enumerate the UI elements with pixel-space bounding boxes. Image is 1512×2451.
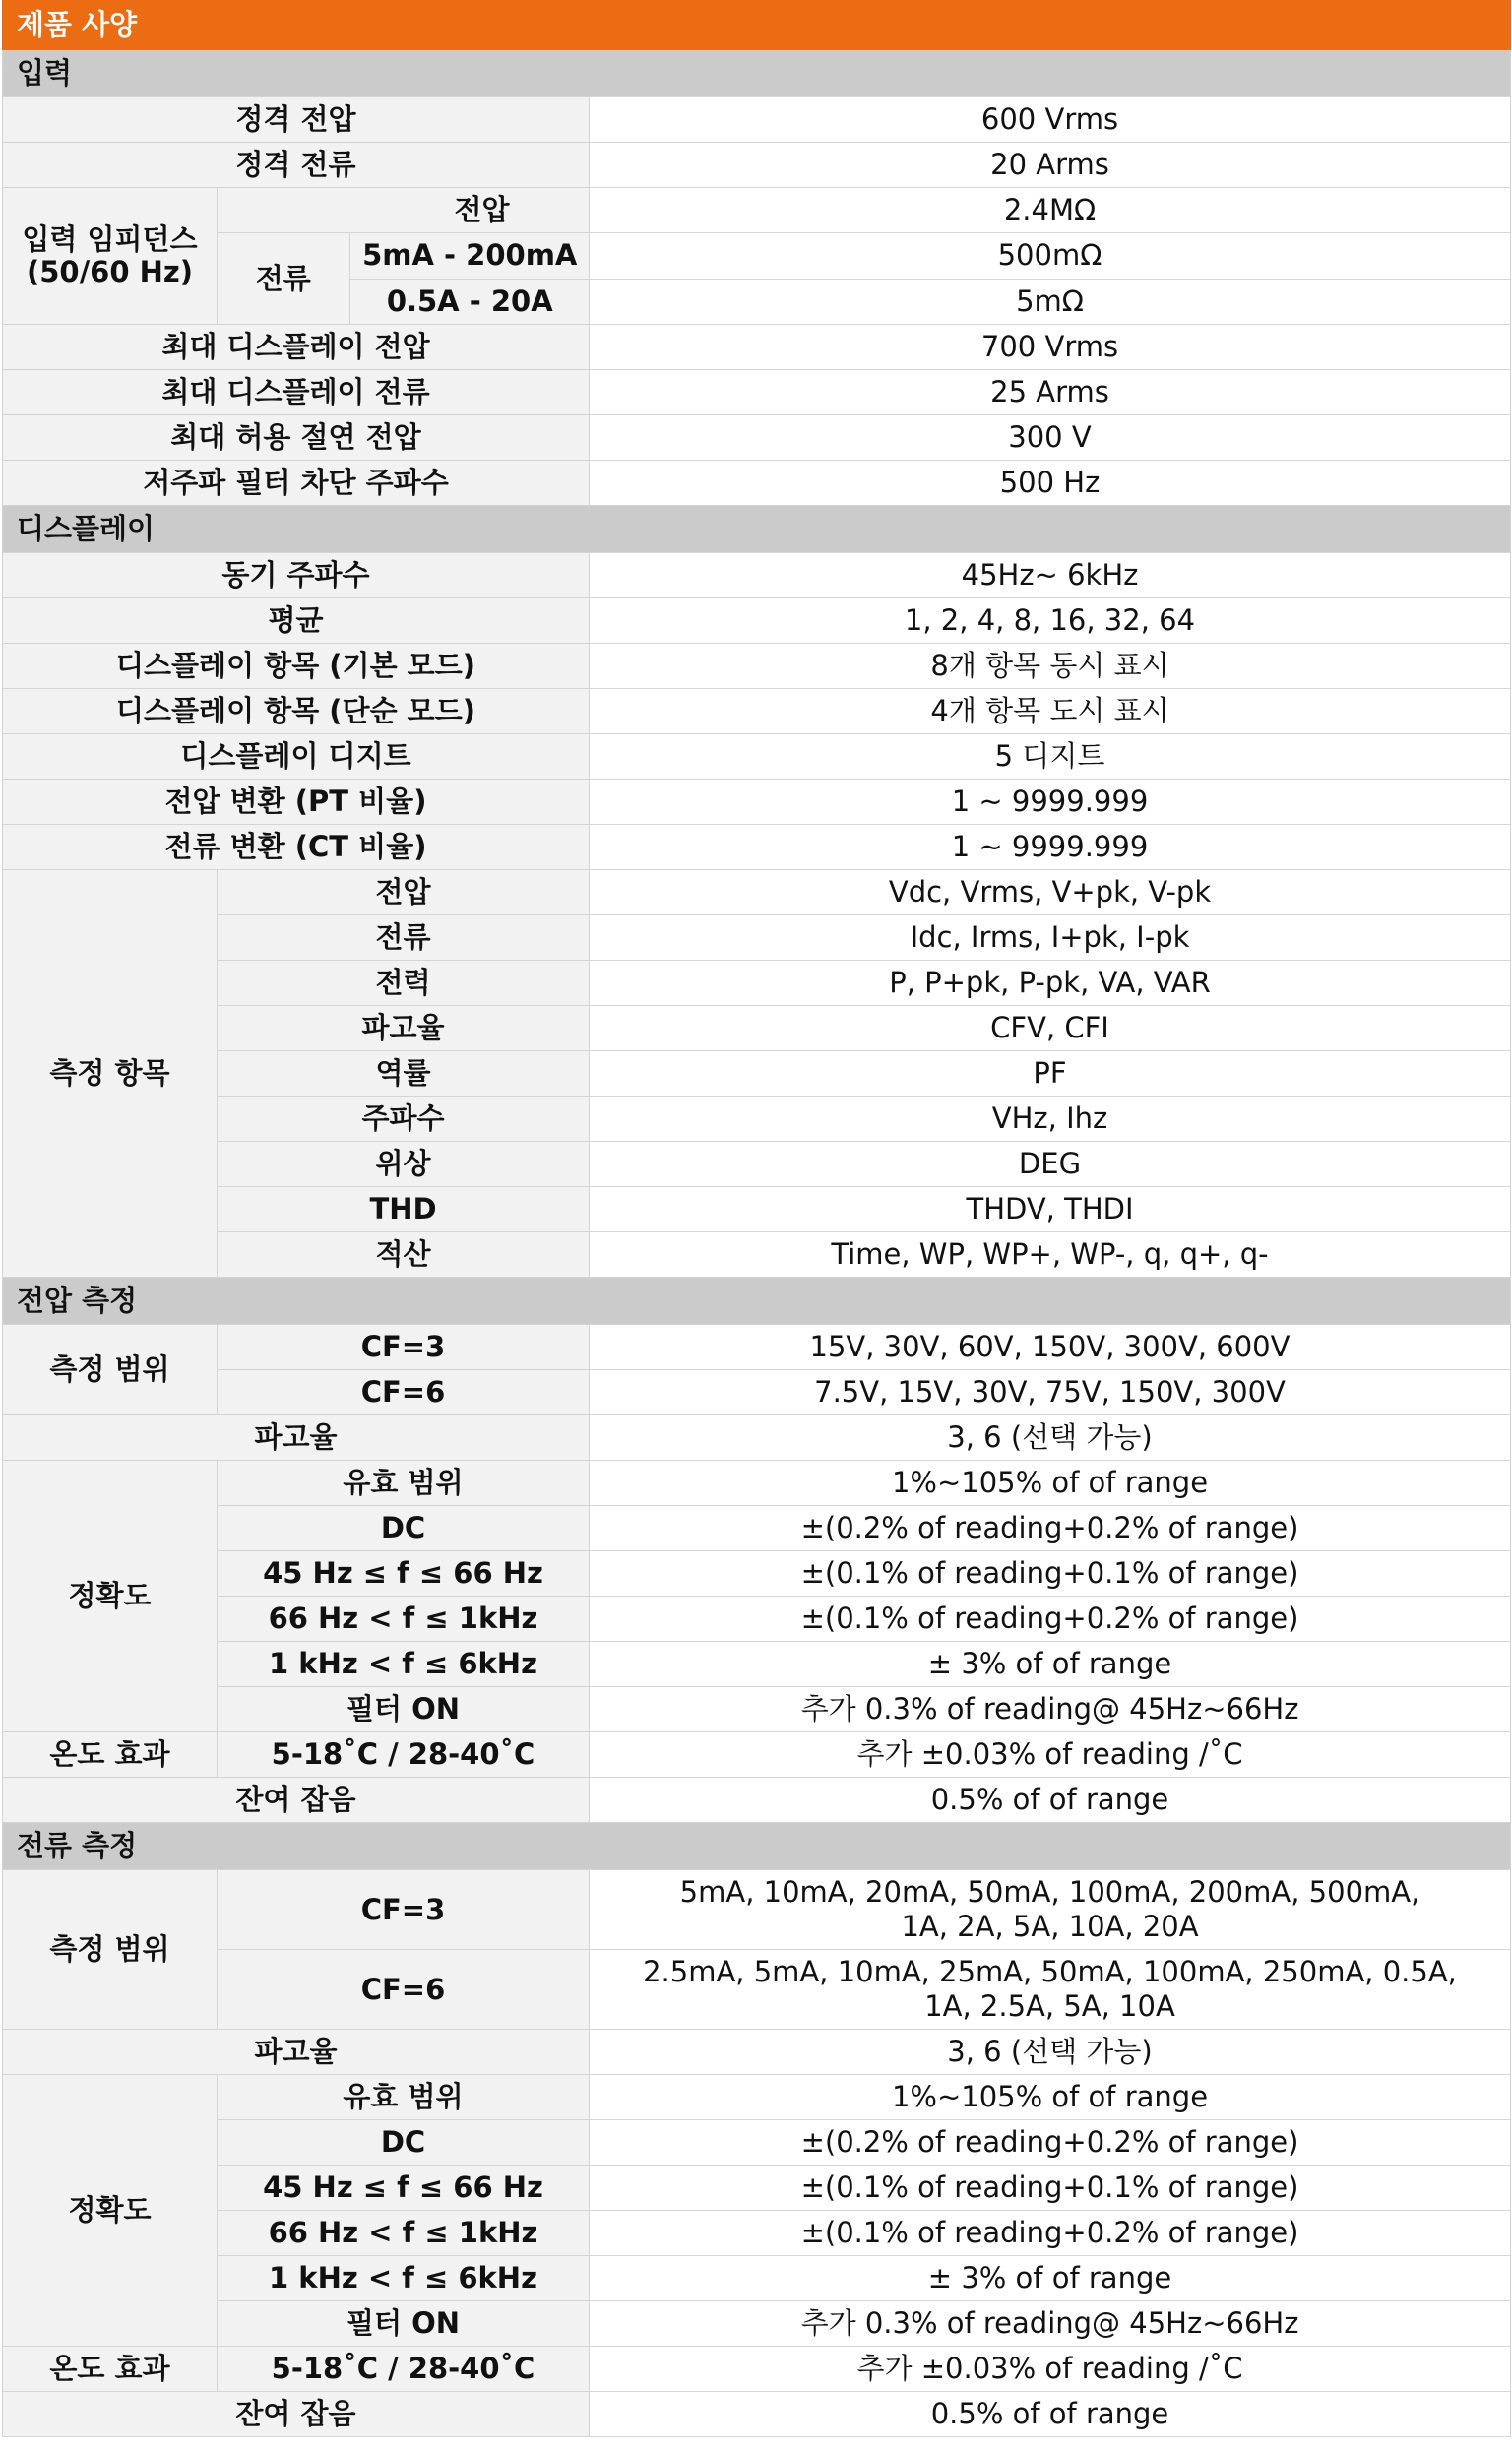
spec-label: 온도 효과: [3, 1732, 218, 1778]
spec-value: ± 3% of of range: [590, 1642, 1511, 1687]
spec-value: 3, 6 (선택 가능): [590, 1415, 1511, 1461]
spec-value: ±(0.2% of reading+0.2% of range): [590, 1506, 1511, 1551]
spec-value: 1 ~ 9999.999: [590, 825, 1511, 870]
spec-sublabel: THD: [218, 1187, 590, 1232]
table-row: [3, 734, 1511, 780]
spec-sublabel: 45 Hz ≤ f ≤ 66 Hz: [218, 1551, 590, 1597]
impedance-current-label: 전류: [218, 233, 349, 324]
table-row: [3, 370, 1511, 415]
spec-value: 8개 항목 동시 표시: [590, 644, 1511, 689]
spec-value: 2.4MΩ: [590, 188, 1511, 233]
spec-table: [2, 0, 1511, 2437]
impedance-label-line2: (50/60 Hz): [26, 255, 194, 288]
spec-sublabel: 전압: [218, 870, 590, 915]
spec-value: THDV, THDI: [590, 1187, 1511, 1232]
spec-sublabel: 1 kHz < f ≤ 6kHz: [218, 1642, 590, 1687]
table-row: [3, 143, 1511, 188]
page-title: 제품 사양: [3, 1, 1511, 50]
spec-label: 정격 전압: [3, 97, 590, 143]
spec-sublabel: 전압: [218, 188, 590, 233]
spec-value: ±(0.1% of reading+0.2% of range): [590, 2211, 1511, 2256]
spec-value: 5mΩ: [590, 279, 1511, 325]
spec-label: 디스플레이 디지트: [3, 734, 590, 780]
spec-value: P, P+pk, P-pk, VA, VAR: [590, 961, 1511, 1006]
spec-sublabel: 0.5A - 20A: [349, 279, 590, 324]
spec-value: 7.5V, 15V, 30V, 75V, 150V, 300V: [590, 1370, 1511, 1415]
spec-sublabel: 전력: [218, 961, 590, 1006]
table-row: [3, 461, 1511, 506]
table-row: [3, 870, 1511, 915]
spec-sublabel: 45 Hz ≤ f ≤ 66 Hz: [218, 2166, 590, 2211]
spec-value: ±(0.2% of reading+0.2% of range): [590, 2120, 1511, 2166]
spec-sublabel: DC: [218, 1506, 590, 1551]
spec-sublabel: CF=6: [218, 1370, 590, 1415]
spec-value: 1%~105% of of range: [590, 1461, 1511, 1506]
impedance-current-subtable: [218, 233, 590, 324]
table-row: [3, 2211, 1511, 2256]
table-row: [3, 915, 1511, 961]
spec-value: PF: [590, 1051, 1511, 1097]
spec-sublabel: 적산: [218, 1232, 590, 1278]
spec-sublabel: 필터 ON: [218, 2301, 590, 2347]
table-row: [3, 1232, 1511, 1278]
spec-sublabel: CF=6: [218, 1950, 590, 2030]
section-header-row: [3, 506, 1511, 553]
spec-value: 25 Arms: [590, 370, 1511, 415]
table-row: [3, 2075, 1511, 2120]
spec-value: 1%~105% of of range: [590, 2075, 1511, 2120]
spec-sublabel: 유효 범위: [218, 2075, 590, 2120]
table-row: [3, 825, 1511, 870]
spec-sublabel: DC: [218, 2120, 590, 2166]
table-row: [3, 2301, 1511, 2347]
table-row: [3, 1006, 1511, 1051]
spec-value: VHz, Ihz: [590, 1097, 1511, 1142]
table-row: [3, 1642, 1511, 1687]
spec-value: 5 디지트: [590, 734, 1511, 780]
spec-value: 추가 ±0.03% of reading /˚C: [590, 2347, 1511, 2392]
spec-label: 동기 주파수: [3, 553, 590, 598]
spec-label: 평균: [3, 598, 590, 644]
table-row: [3, 553, 1511, 598]
table-row: [3, 1187, 1511, 1232]
section-header-voltage: 전압 측정: [3, 1278, 1511, 1325]
spec-value: 4개 항목 도시 표시: [590, 689, 1511, 734]
spec-value: 추가 0.3% of reading@ 45Hz~66Hz: [590, 2301, 1511, 2347]
table-row: [3, 1370, 1511, 1415]
table-row: [3, 1142, 1511, 1187]
table-row: [3, 2120, 1511, 2166]
spec-sublabel: 필터 ON: [218, 1687, 590, 1732]
table-row: [3, 961, 1511, 1006]
spec-label: 잔여 잡음: [3, 2392, 590, 2437]
spec-label: 온도 효과: [3, 2347, 218, 2392]
spec-sublabel: CF=3: [218, 1870, 590, 1950]
table-row: [3, 1325, 1511, 1370]
section-header-input: 입력: [3, 50, 1511, 97]
spec-value-multiline: [590, 1950, 1511, 2030]
current-accuracy-label: 정확도: [3, 2075, 218, 2347]
spec-value: 3, 6 (선택 가능): [590, 2030, 1511, 2075]
spec-sublabel: 위상: [218, 1142, 590, 1187]
table-row: [3, 644, 1511, 689]
current-range-label: 측정 범위: [3, 1870, 218, 2030]
section-header-row: [3, 50, 1511, 97]
spec-label: 디스플레이 항목 (기본 모드): [3, 644, 590, 689]
spec-sublabel: 5mA - 200mA: [349, 233, 590, 279]
spec-label: 최대 디스플레이 전압: [3, 325, 590, 370]
spec-sublabel: 파고율: [218, 1006, 590, 1051]
table-row: [3, 598, 1511, 644]
spec-value: CFV, CFI: [590, 1006, 1511, 1051]
spec-sublabel: 5-18˚C / 28-40˚C: [218, 2347, 590, 2392]
spec-label: 디스플레이 항목 (단순 모드): [3, 689, 590, 734]
spec-value: 700 Vrms: [590, 325, 1511, 370]
voltage-range-label: 측정 범위: [3, 1325, 218, 1415]
spec-value: 1, 2, 4, 8, 16, 32, 64: [590, 598, 1511, 644]
table-row: [3, 1506, 1511, 1551]
table-row: [3, 97, 1511, 143]
spec-value: 0.5% of of range: [590, 1778, 1511, 1823]
table-row: [3, 1870, 1511, 1950]
spec-sublabel: 66 Hz < f ≤ 1kHz: [218, 2211, 590, 2256]
impedance-label-line1: 입력 임피던스: [22, 222, 198, 256]
spec-value: 추가 0.3% of reading@ 45Hz~66Hz: [590, 1687, 1511, 1732]
spec-value: 500 Hz: [590, 461, 1511, 506]
voltage-accuracy-label: 정확도: [3, 1461, 218, 1732]
spec-value: ±(0.1% of reading+0.1% of range): [590, 1551, 1511, 1597]
spec-sublabel: 주파수: [218, 1097, 590, 1142]
impedance-current-cell: [218, 233, 590, 325]
table-row: [3, 2347, 1511, 2392]
table-row: [3, 188, 1511, 233]
section-header-current: 전류 측정: [3, 1823, 1511, 1870]
spec-value: 600 Vrms: [590, 97, 1511, 143]
impedance-label: [3, 188, 218, 325]
spec-label: 저주파 필터 차단 주파수: [3, 461, 590, 506]
table-row: [3, 1687, 1511, 1732]
spec-value: Time, WP, WP+, WP-, q, q+, q-: [590, 1232, 1511, 1278]
spec-value-line: 1A, 2.5A, 5A, 10A: [924, 1989, 1175, 2023]
measurement-items-label: 측정 항목: [3, 870, 218, 1278]
spec-value: Idc, Irms, I+pk, I-pk: [590, 915, 1511, 961]
spec-value: Vdc, Vrms, V+pk, V-pk: [590, 870, 1511, 915]
section-header-row: [3, 1823, 1511, 1870]
spec-sublabel: 66 Hz < f ≤ 1kHz: [218, 1597, 590, 1642]
spec-value: 1 ~ 9999.999: [590, 780, 1511, 825]
spec-label: 파고율: [3, 2030, 590, 2075]
table-row: [3, 233, 1511, 280]
spec-sublabel: CF=3: [218, 1325, 590, 1370]
spec-value: 추가 ±0.03% of reading /˚C: [590, 1732, 1511, 1778]
spec-sublabel: 유효 범위: [218, 1461, 590, 1506]
table-row: [3, 1551, 1511, 1597]
section-header-row: [3, 1278, 1511, 1325]
table-row: [3, 2166, 1511, 2211]
table-row: [3, 689, 1511, 734]
table-row: [3, 780, 1511, 825]
spec-sublabel: 1 kHz < f ≤ 6kHz: [218, 2256, 590, 2301]
table-row: [3, 325, 1511, 370]
table-row: [3, 2256, 1511, 2301]
spec-value: 45Hz~ 6kHz: [590, 553, 1511, 598]
spec-sublabel: 5-18˚C / 28-40˚C: [218, 1732, 590, 1778]
table-row: [3, 1732, 1511, 1778]
spec-value: ± 3% of of range: [590, 2256, 1511, 2301]
spec-value: ±(0.1% of reading+0.1% of range): [590, 2166, 1511, 2211]
spec-label: 정격 전류: [3, 143, 590, 188]
table-row: [3, 415, 1511, 461]
table-row: [3, 2030, 1511, 2075]
spec-label: 최대 허용 절연 전압: [3, 415, 590, 461]
section-header-display: 디스플레이: [3, 506, 1511, 553]
spec-value-multiline: [590, 1870, 1511, 1950]
table-row: [3, 1097, 1511, 1142]
spec-label: 잔여 잡음: [3, 1778, 590, 1823]
table-row: [3, 1778, 1511, 1823]
spec-label: 전류 변환 (CT 비율): [3, 825, 590, 870]
spec-value: ±(0.1% of reading+0.2% of range): [590, 1597, 1511, 1642]
table-row: [3, 1461, 1511, 1506]
table-row: [3, 2392, 1511, 2437]
spec-value: DEG: [590, 1142, 1511, 1187]
spec-value: 15V, 30V, 60V, 150V, 300V, 600V: [590, 1325, 1511, 1370]
table-row: [3, 1950, 1511, 2030]
spec-value: 300 V: [590, 415, 1511, 461]
spec-value-line: 1A, 2A, 5A, 10A, 20A: [901, 1910, 1199, 1943]
spec-value: 0.5% of of range: [590, 2392, 1511, 2437]
spec-label: 전압 변환 (PT 비율): [3, 780, 590, 825]
table-row: [3, 1415, 1511, 1461]
spec-value: 20 Arms: [590, 143, 1511, 188]
title-row: [3, 1, 1511, 50]
table-row: [3, 1051, 1511, 1097]
spec-value: 500mΩ: [590, 233, 1511, 280]
spec-value-line: 2.5mA, 5mA, 10mA, 25mA, 50mA, 100mA, 250mA, 0.5A,: [643, 1955, 1457, 1988]
spec-sublabel: 전류: [218, 915, 590, 961]
spec-label: 파고율: [3, 1415, 590, 1461]
spec-value-line: 5mA, 10mA, 20mA, 50mA, 100mA, 200mA, 500mA,: [679, 1875, 1420, 1909]
spec-label: 최대 디스플레이 전류: [3, 370, 590, 415]
table-row: [3, 1597, 1511, 1642]
spec-sublabel: 역률: [218, 1051, 590, 1097]
